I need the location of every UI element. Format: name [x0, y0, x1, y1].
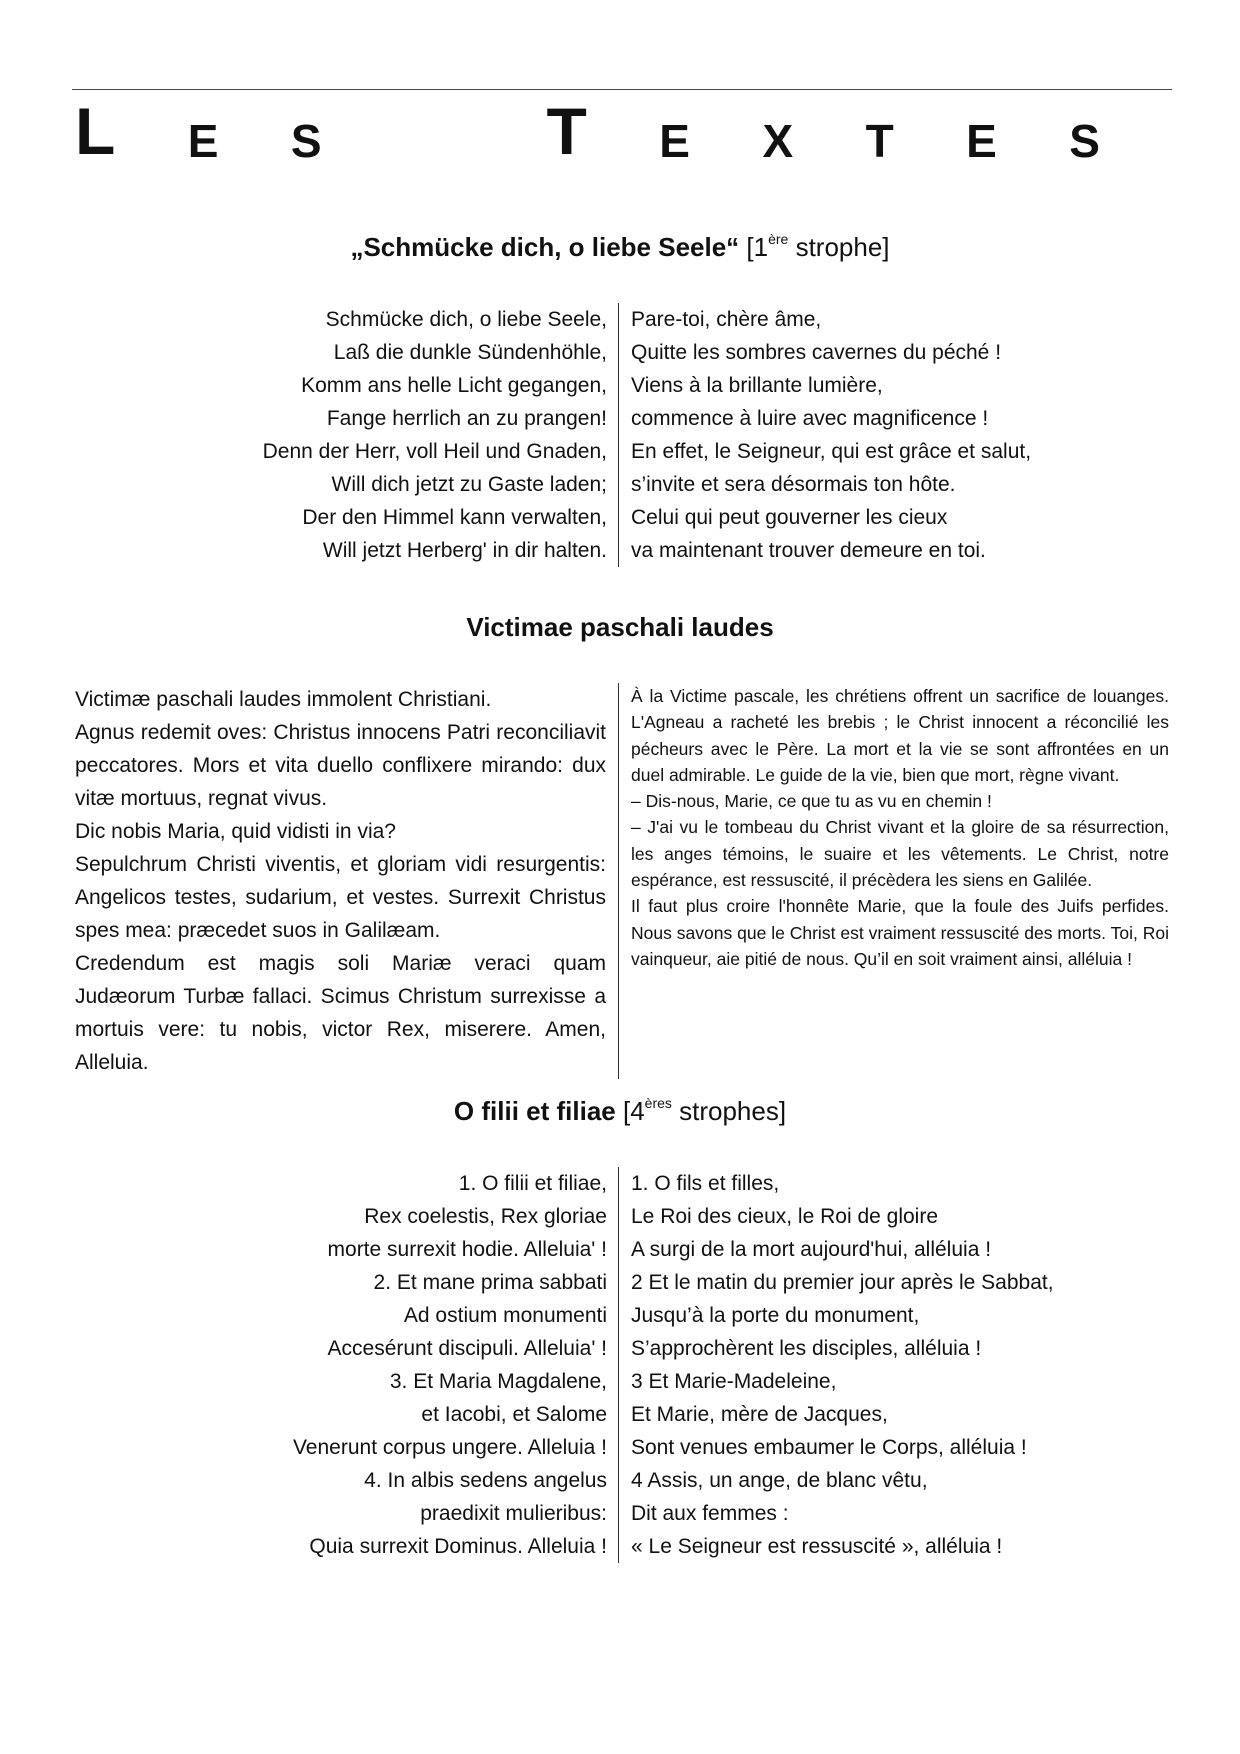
latin-paragraph: Sepulchrum Christi viventis, et gloriam vidi resurgentis: Angelicos testes, sudarium, et vestes. Surrexit Christus spes mea: præcedet suos in Galilæam.: [75, 853, 606, 942]
verse-line: 3 Et Marie-Madeleine,: [631, 1370, 837, 1393]
verse-line: 3. Et Maria Magdalene,: [389, 1370, 607, 1393]
verse-line: « Le Seigneur est ressuscité », alléluia !: [631, 1535, 1003, 1558]
title-letter: S: [290, 115, 322, 167]
title-letter: E: [187, 115, 219, 167]
header-rule: [72, 89, 1172, 90]
french-paragraph: – Dis-nous, Marie, ce que tu as vu en chemin !: [631, 791, 992, 812]
verse-line: 1. O filii et filiae,: [458, 1172, 607, 1195]
verse-line: Will jetzt Herberg' in dir halten.: [322, 539, 607, 562]
verse-line: 2 Et le matin du premier jour après le Sabbat,: [631, 1271, 1054, 1294]
verse-line: Komm ans helle Licht gegangen,: [301, 374, 607, 397]
section-title-sup: ère: [768, 231, 789, 247]
section-title-open: [1: [739, 232, 769, 262]
latin-paragraph: Victimæ paschali laudes immolent Christiani.: [75, 688, 492, 711]
verse-line: Venerunt corpus ungere. Alleluia !: [292, 1436, 607, 1459]
french-column: [619, 1167, 1179, 1563]
verse-line: Schmücke dich, o liebe Seele,: [325, 308, 607, 331]
verse-line: Rex coelestis, Rex gloriae: [364, 1205, 607, 1228]
verse-line: Dit aux femmes :: [631, 1502, 789, 1525]
verse-line: va maintenant trouver demeure en toi.: [631, 539, 986, 562]
section-title-close: strophes]: [671, 1096, 787, 1126]
title-letter: X: [762, 115, 794, 167]
title-letter: T: [546, 94, 587, 168]
verse-line: 2. Et mane prima sabbati: [373, 1271, 607, 1294]
latin-column: [75, 683, 619, 1079]
section-title-sup: ères: [644, 1095, 672, 1111]
title-letter: E: [659, 115, 690, 167]
latin-paragraph: Credendum est magis soli Mariæ veraci quam Judæorum Turbæ fallaci. Scimus Christum surrexisse a mortuis vere: tu nobis, victor Rex, miserere. Amen, Alleluia.: [75, 952, 606, 1074]
verse-line: Fange herrlich an zu prangen!: [326, 407, 607, 430]
title-letter: L: [75, 94, 116, 168]
verse-line: En effet, le Seigneur, qui est grâce et salut,: [631, 440, 1032, 463]
section-title-victimae: [0, 612, 1240, 642]
verse-line: Jusqu’à la porte du monument,: [631, 1304, 920, 1327]
latin-paragraph: Dic nobis Maria, quid vidisti in via?: [75, 820, 396, 843]
victimae-text-pair: [75, 683, 1169, 1079]
verse-line: Viens à la brillante lumière,: [631, 374, 883, 397]
o-filii-text-pair: [0, 1167, 1179, 1563]
verse-line: Ad ostium monumenti: [403, 1304, 607, 1327]
page-title: [75, 94, 1100, 168]
section-title-close: strophe]: [788, 232, 890, 262]
section-title-o-filii: [0, 1096, 1240, 1126]
verse-line: Der den Himmel kann verwalten,: [302, 506, 607, 529]
verse-line: Accesérunt discipuli. Alleluia' !: [327, 1337, 607, 1360]
verse-line: A surgi de la mort aujourd'hui, alléluia !: [631, 1238, 992, 1261]
french-column: [619, 303, 1179, 567]
section-title-bold: Victimae paschali laudes: [466, 612, 774, 642]
verse-line: Pare-toi, chère âme,: [631, 308, 822, 331]
title-letter: E: [966, 115, 997, 167]
verse-line: s’invite et sera désormais ton hôte.: [631, 473, 956, 496]
section-title-bold: „Schmücke dich, o liebe Seele“: [350, 232, 740, 262]
verse-line: praedixit mulieribus:: [420, 1502, 607, 1525]
verse-line: 1. O fils et filles,: [631, 1172, 780, 1195]
verse-line: Quitte les sombres cavernes du péché !: [631, 341, 1002, 364]
verse-line: commence à luire avec magnificence !: [631, 407, 989, 430]
verse-line: Celui qui peut gouverner les cieux: [631, 506, 948, 529]
french-paragraph: Il faut plus croire l'honnête Marie, que la foule des Juifs perfides. Nous savons que le Christ est vraiment ressuscité des morts. Toi, Roi vainqueur, aie pitié de nous. Qu’il en soit vraiment ainsi, alléluia !: [631, 896, 1169, 969]
verse-line: Sont venues embaumer le Corps, alléluia !: [631, 1436, 1027, 1459]
verse-line: Le Roi des cieux, le Roi de gloire: [631, 1205, 939, 1228]
verse-line: morte surrexit hodie. Alleluia' !: [327, 1238, 607, 1261]
verse-line: Et Marie, mère de Jacques,: [631, 1403, 888, 1426]
title-letter: T: [865, 115, 894, 167]
french-paragraph: – J'ai vu le tombeau du Christ vivant et la gloire de sa résurrection, les anges témoins, le suaire et les vêtements. Le Christ, notre espérance, est ressuscité, il précèdera les siens en Galilée.: [631, 817, 1169, 891]
schmucke-text-pair: [0, 303, 1179, 567]
french-paragraph: À la Victime pascale, les chrétiens offrent un sacrifice de louanges. L'Agneau a racheté les brebis ; le Christ innocent a réconcilié les pécheurs avec le Père. La mort et la vie se sont affrontées en un duel admirable. Le guide de la vie, bien que mort, règne vivant.: [631, 686, 1169, 785]
german-column: [0, 303, 619, 567]
section-title-schmucke: [0, 232, 1240, 262]
section-title-open: [4: [615, 1096, 645, 1126]
verse-line: Denn der Herr, voll Heil und Gnaden,: [262, 440, 607, 463]
verse-line: S’approchèrent les disciples, alléluia !: [631, 1337, 982, 1360]
verse-line: Quia surrexit Dominus. Alleluia !: [309, 1535, 607, 1558]
latin-paragraph: Agnus redemit oves: Christus innocens Patri reconciliavit peccatores. Mors et vita duello conflixere mirando: dux vitæ mortuus, regnat vivus.: [75, 721, 606, 810]
verse-line: et Iacobi, et Salome: [421, 1403, 607, 1426]
verse-line: Will dich jetzt zu Gaste laden;: [331, 473, 607, 496]
verse-line: 4 Assis, un ange, de blanc vêtu,: [631, 1469, 928, 1492]
title-letter: S: [1069, 115, 1100, 167]
verse-line: 4. In albis sedens angelus: [364, 1469, 607, 1492]
verse-line: Laß die dunkle Sündenhöhle,: [333, 341, 607, 364]
latin-column: [0, 1167, 619, 1563]
section-title-bold: O filii et filiae: [453, 1096, 616, 1126]
french-column: [619, 683, 1169, 1079]
